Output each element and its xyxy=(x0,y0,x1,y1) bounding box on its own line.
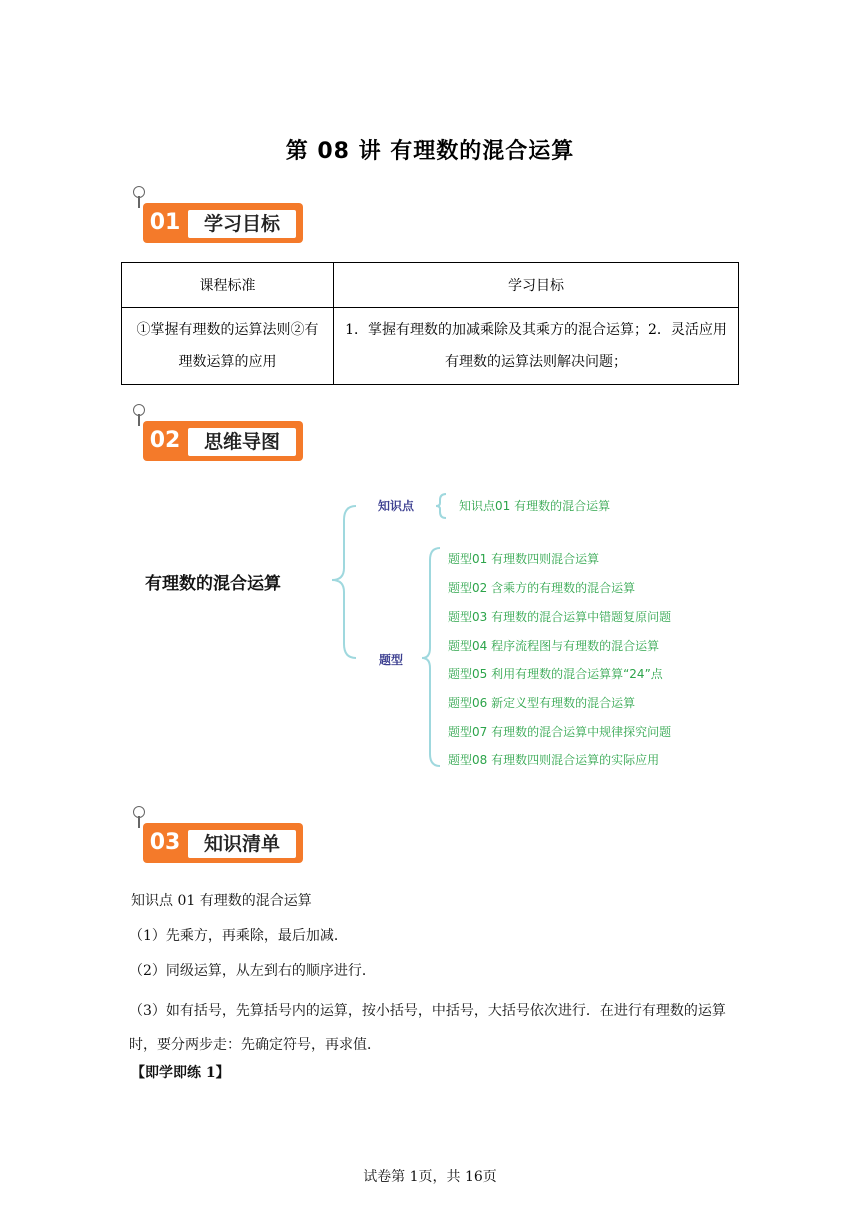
mind-map-category-types: 题型 xyxy=(379,653,404,667)
mind-map-type-item: 题型04 程序流程图与有理数的混合运算 xyxy=(448,639,660,653)
section-badge-knowledge xyxy=(131,806,306,866)
mind-map-type-item: 题型01 有理数四则混合运算 xyxy=(448,552,600,566)
mind-map-type-item: 题型07 有理数的混合运算中规律探究问题 xyxy=(448,725,672,739)
mind-map-type-item: 题型06 新定义型有理数的混合运算 xyxy=(448,696,636,710)
knowledge-rule: （3）如有括号，先算括号内的运算，按小括号，中括号，大括号依次进行．在进行有理数的运算时，要分两步走：先确定符号，再求值． xyxy=(129,1003,726,1053)
table-header-goal: 学习目标 xyxy=(334,263,739,308)
mind-map-type-item: 题型08 有理数四则混合运算的实际应用 xyxy=(448,753,660,767)
table-cell-goal: 1．掌握有理数的加减乘除及其乘方的混合运算；2．灵活应用有理数的运算法则解决问题； xyxy=(334,308,739,385)
section-number: 03 xyxy=(149,830,181,855)
knowledge-rule: （2）同级运算，从左到右的顺序进行． xyxy=(129,963,376,979)
page-title: 第 08 讲 有理数的混合运算 xyxy=(285,139,575,164)
section-label: 学习目标 xyxy=(187,209,297,239)
mind-map-knowledge-item: 知识点01 有理数的混合运算 xyxy=(459,499,611,513)
knowledge-heading: 知识点 01 有理数的混合运算 xyxy=(131,893,312,909)
mind-map-type-item: 题型02 含乘方的有理数的混合运算 xyxy=(448,581,636,595)
table-header-standard: 课程标准 xyxy=(122,263,334,308)
mind-map-category-knowledge: 知识点 xyxy=(378,499,415,513)
practice-label: 【即学即练 1】 xyxy=(131,1065,230,1081)
section-number: 02 xyxy=(149,428,181,453)
page-footer: 试卷第 1页，共 16页 xyxy=(363,1169,497,1185)
knowledge-rule: （1）先乘方，再乘除，最后加减． xyxy=(129,928,348,944)
section-label: 思维导图 xyxy=(187,427,297,457)
mind-map-root: 有理数的混合运算 xyxy=(145,574,281,594)
mind-map-type-item: 题型03 有理数的混合运算中错题复原问题 xyxy=(448,610,672,624)
section-label: 知识清单 xyxy=(187,829,297,859)
mind-map-type-item: 题型05 利用有理数的混合运算算“24”点 xyxy=(448,667,663,681)
table-cell-standard: ①掌握有理数的运算法则②有理数运算的应用 xyxy=(122,308,334,385)
section-number: 01 xyxy=(149,210,181,235)
